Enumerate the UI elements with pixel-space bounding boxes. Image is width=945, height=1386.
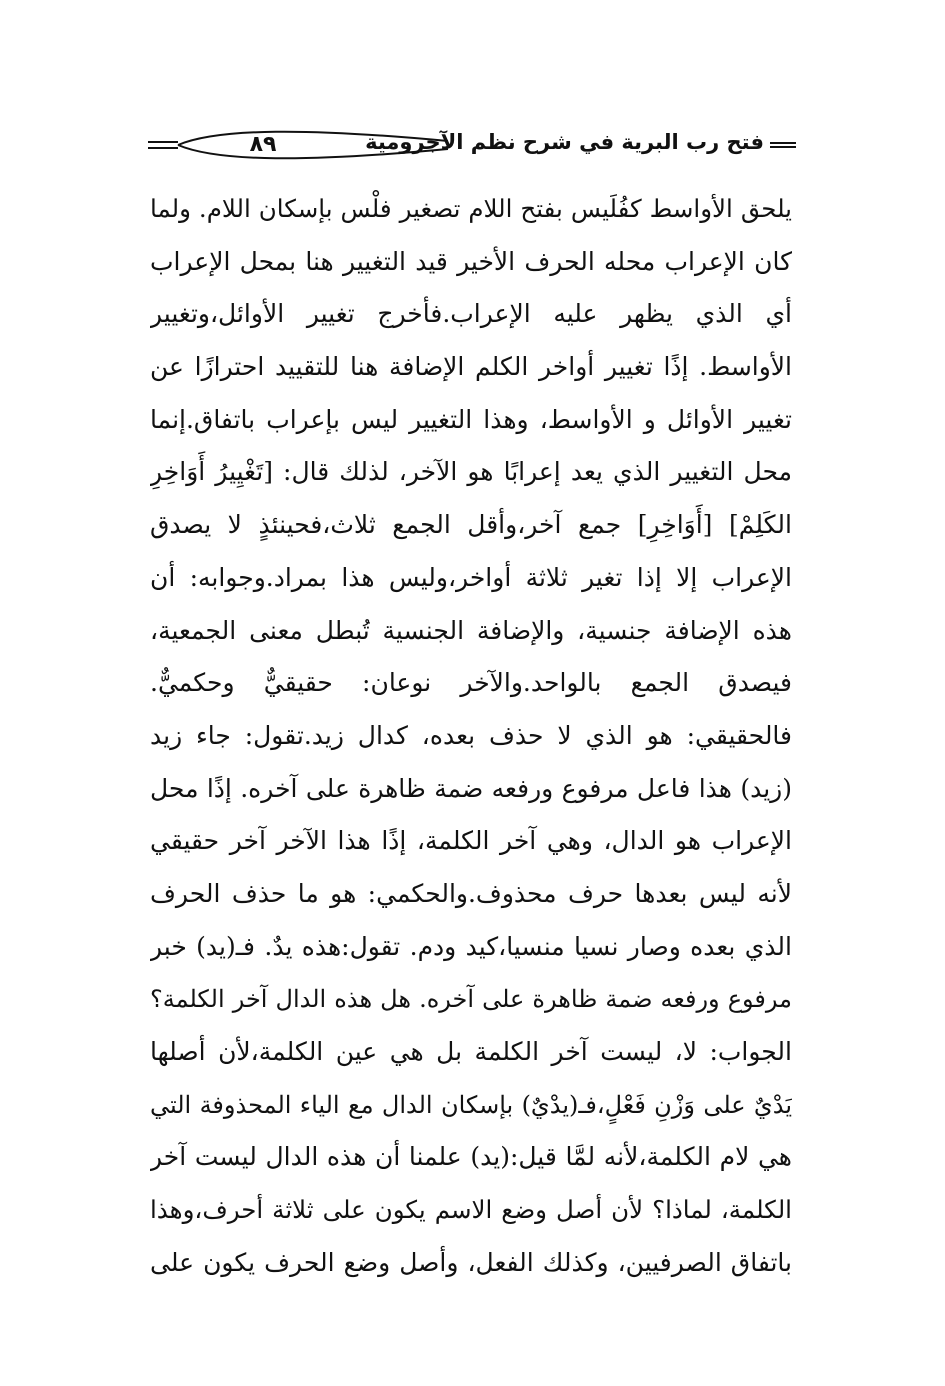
header-double-rule [770, 142, 796, 148]
text-line: الكلمة، لماذا؟ لأن أصل وضع الاسم يكون على ثلاثة أحرف،وهذا [150, 1195, 792, 1225]
text-line: هذه الإضافة جنسية، والإضافة الجنسية تُبطل معنى الجمعية، [150, 615, 792, 645]
body-text [150, 183, 792, 1289]
text-line: لأنه ليس بعدها حرف محذوف.والحكمي: هو ما حذف الحرف [150, 878, 792, 908]
text-line: الإعراب إلا إذا تغير ثلاثة أواخر،وليس هذا بمراد.وجوابه: أن [150, 562, 792, 592]
page-number: ٨٩ [249, 132, 277, 157]
text-line: محل التغيير الذي يعد إعرابًا هو الآخر، لذلك قال: [تَغْيِيرُ أَوَاخِرِ [150, 457, 792, 487]
text-line: باتفاق الصرفيين، وكذلك الفعل، وأصل وضع الحرف يكون على [150, 1247, 792, 1277]
text-line: مرفوع ورفعه ضمة ظاهرة على آخره. هل هذه الدال آخر الكلمة؟ [150, 985, 792, 1014]
text-line: هي لام الكلمة،لأنه لمَّا قيل:(يد) علمنا أن هذه الدال ليست آخر [150, 1142, 792, 1172]
text-line: تغيير الأوائل و الأواسط، وهذا التغيير ليس بإعراب باتفاق.إنما [150, 404, 792, 434]
text-line: فالحقيقي: هو الذي لا حذف بعده، كدال زيد.تقول: جاء زيد [150, 720, 792, 750]
text-line: الذي بعده وصار نسيا منسيا،كيد ودم. تقول:هذه يدٌ. فـ(يد) خبر [150, 931, 792, 961]
text-line: أي الذي يظهر عليه الإعراب.فأخرج تغيير الأوائل،وتغيير [150, 299, 792, 329]
text-line: يلحق الأواسط كفُلَيس بفتح اللام تصغير فلْس بإسكان اللام. ولما [150, 194, 792, 223]
text-line: فيصدق الجمع بالواحد.والآخر نوعان: حقيقيٌّ وحكميٌّ. [150, 668, 792, 698]
text-line: يَدْيٌ على وَزْنِ فَعْلٍ،فـ(يدْيٌ) بإسكان الدال مع الياء المحذوفة التي [150, 1090, 792, 1119]
text-line: الأواسط. إذًا تغيير أواخر الكلم الإضافة هنا للتقييد احترازًا عن [150, 352, 792, 382]
text-line: الكَلِمْ] [أَوَاخِرِ] جمع آخر،وأقل الجمع ثلاث،فحينئذٍ لا يصدق [150, 510, 792, 540]
text-line: (زيد) هذا فاعل مرفوع ورفعه ضمة ظاهرة على آخره. إذًا محل [150, 773, 792, 803]
text-line: الإعراب هو الدال، وهي آخر الكلمة، إذًا هذا الآخر آخر حقيقي [150, 826, 792, 856]
text-line: كان الإعراب محله الحرف الأخير قيد التغيير هنا بمحل الإعراب [150, 246, 792, 276]
running-header [148, 128, 796, 168]
text-line: الجواب: لا، ليست آخر الكلمة بل هي عين الكلمة،لأن أصلها [150, 1037, 792, 1066]
header-title: فتح رب البرية في شرح نظم الآجرومية [365, 130, 764, 154]
